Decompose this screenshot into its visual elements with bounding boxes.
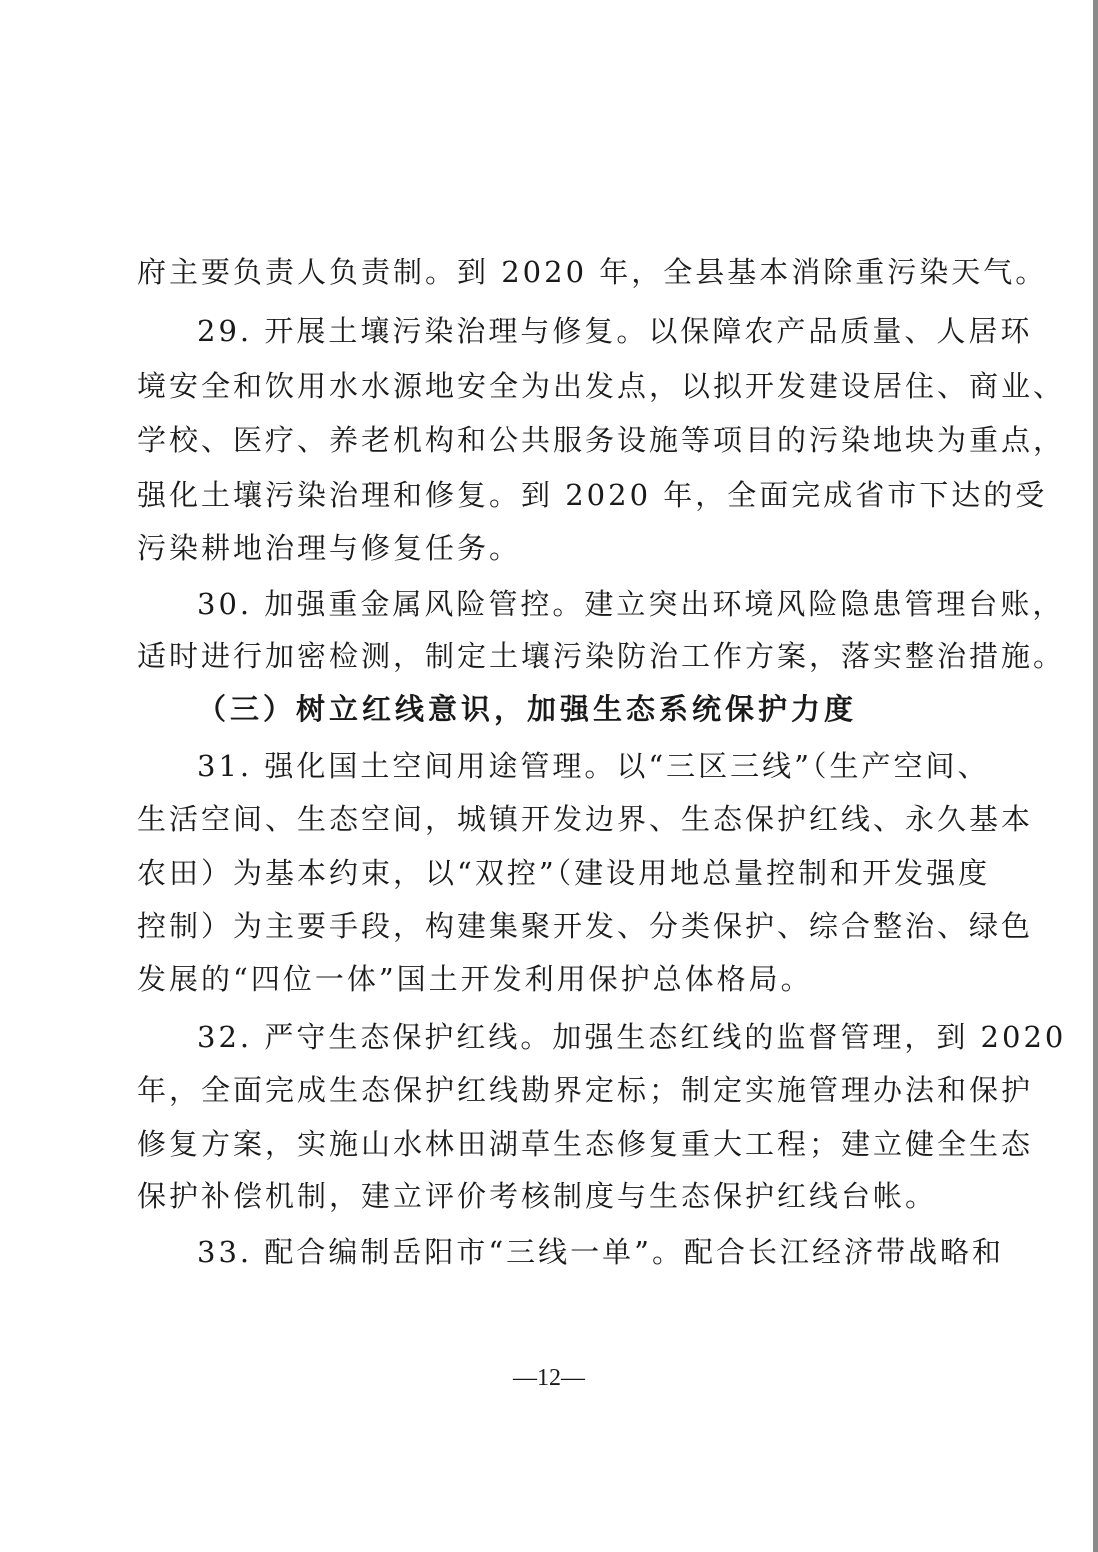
page-number: —12— <box>513 1365 585 1391</box>
text-line-7: 30. 加强重金属风险管控。建立突出环境风险隐患管理台账， <box>197 587 1065 621</box>
text-line-6: 污染耕地治理与修复任务。 <box>137 531 522 565</box>
text-line-10: 31. 强化国土空间用途管理。以“三区三线”（生产空间、 <box>197 749 990 783</box>
text-line-8: 适时进行加密检测，制定土壤污染防治工作方案，落实整治措施。 <box>137 639 1066 673</box>
text-line-17: 修复方案，实施山水林田湖草生态修复重大工程；建立健全生态 <box>137 1127 1034 1161</box>
text-line-2: 29. 开展土壤污染治理与修复。以保障农产品质量、人居环 <box>197 314 1033 348</box>
text-line-5: 强化土壤污染治理和修复。到 2020 年，全面完成省市下达的受 <box>137 478 1048 512</box>
text-line-4: 学校、医疗、养老机构和公共服务设施等项目的污染地块为重点， <box>137 423 1066 457</box>
section-heading: （三）树立红线意识，加强生态系统保护力度 <box>197 692 858 726</box>
text-line-14: 发展的“四位一体”国土开发利用保护总体格局。 <box>137 962 813 996</box>
text-line-15: 32. 严守生态保护红线。加强生态红线的监督管理，到 2020 <box>197 1020 1067 1054</box>
text-line-3: 境安全和饮用水水源地安全为出发点，以拟开发建设居住、商业、 <box>137 369 1066 403</box>
scan-edge <box>1093 0 1098 1552</box>
text-line-18: 保护补偿机制，建立评价考核制度与生态保护红线台帐。 <box>137 1179 938 1213</box>
text-line-11: 生活空间、生态空间，城镇开发边界、生态保护红线、永久基本 <box>137 802 1034 836</box>
text-line-1: 府主要负责人负责制。到 2020 年，全县基本消除重污染天气。 <box>137 255 1048 289</box>
text-line-12: 农田）为基本约束，以“双控”（建设用地总量控制和开发强度 <box>137 856 991 890</box>
text-line-19: 33. 配合编制岳阳市“三线一单”。配合长江经济带战略和 <box>197 1235 1004 1269</box>
text-line-13: 控制）为主要手段，构建集聚开发、分类保护、综合整治、绿色 <box>137 909 1034 943</box>
text-line-16: 年，全面完成生态保护红线勘界定标；制定实施管理办法和保护 <box>137 1073 1034 1107</box>
